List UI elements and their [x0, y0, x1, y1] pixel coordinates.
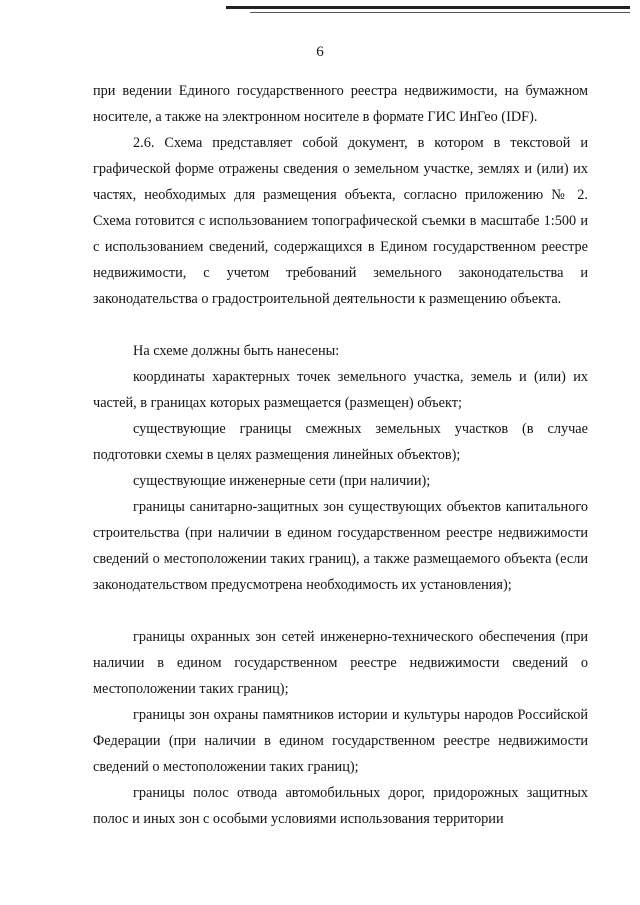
page-number: 6 — [316, 44, 324, 60]
header-rule-thin — [250, 12, 630, 13]
paragraph-continuation: при ведении Единого государственного реестра недвижимости, на бумажном носителе, а также на электронном носителе в формате ГИС ИнГео (IDF). — [93, 83, 588, 125]
list-item-engineering-networks: существующие инженерные сети (при наличии); — [133, 473, 431, 489]
list-item-coordinates: координаты характерных точек земельного участка, земель и (или) их частей, в границах которых размещается (размещен) объект; — [93, 369, 588, 411]
list-item-road-strips: границы полос отвода автомобильных дорог, придорожных защитных полос и иных зон с особыми условиями использования территории — [93, 785, 588, 827]
list-item-protection-zones: границы охранных зон сетей инженерно-технического обеспечения (при наличии в едином государственном реестре недвижимости сведений о местоположении таких границ); — [93, 629, 588, 697]
paragraph-scheme-intro: На схеме должны быть нанесены: — [133, 343, 340, 359]
list-item-heritage-zones: границы зон охраны памятников истории и культуры народов Российской Федерации (при наличии в едином государственном реестре недвижимости сведений о местоположении таких границ); — [93, 707, 588, 775]
paragraph-2-6: 2.6. Схема представляет собой документ, в котором в текстовой и графической форме отражены сведения о земельном участке, землях и (или) их частях, необходимых для размещения объекта, согласно приложению № 2. Схема готовится с использованием топографической съемки в масштабе 1:500 и с использованием сведений, содержащихся в Едином государственном реестре недвижимости, с учетом требований земельного законодательства и законодательства о градостроительной деятельности к размещению объекта. — [93, 135, 588, 307]
list-item-adjacent-boundaries: существующие границы смежных земельных участков (в случае подготовки схемы в целях размещения линейных объектов); — [93, 421, 588, 463]
list-item-sanitary-zones: границы санитарно-защитных зон существующих объектов капитального строительства (при наличии в едином государственном реестре недвижимости сведений о местоположении таких границ), а также размещаемого объекта (если законодательством предусмотрена необходимость их установления); — [93, 499, 588, 593]
header-rule — [226, 6, 630, 9]
